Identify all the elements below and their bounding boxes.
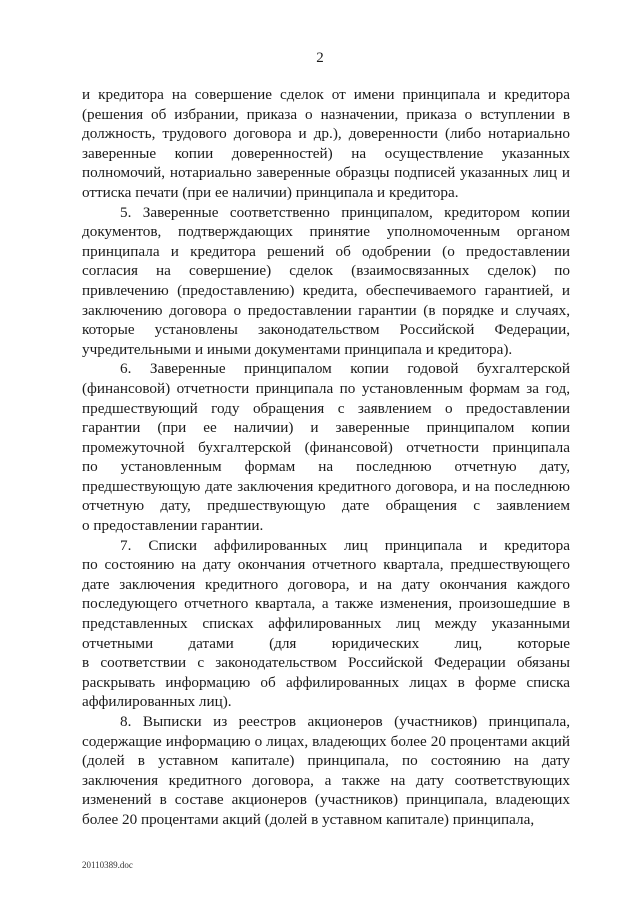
- text-line: 6. Заверенные принципалом копии годовой бухгалтерской: [120, 360, 570, 378]
- text-line: 8. Выписки из реестров акционеров (участников) принципала,: [120, 713, 570, 730]
- text-line: оттиска печати (при ее наличии) принципала и кредитора.: [82, 183, 459, 201]
- text-line: по состоянию на дату окончания отчетного квартала, предшествующего: [82, 556, 570, 574]
- text-line: заверенные копии доверенностей) на осуществление указанных: [82, 144, 570, 162]
- text-line: отчетную дату, предшествующую дате обращения с заявлением: [82, 497, 570, 515]
- file-name-footer: 20110389.doc: [82, 860, 133, 870]
- text-line: по установленным формам на последнюю отчетную дату,: [82, 458, 570, 476]
- text-line: предшествующую дате заключения кредитного договора, и на последнюю: [82, 477, 570, 495]
- text-line: согласия на совершение) сделок (взаимосвязанных сделок) по: [82, 262, 570, 280]
- text-line: и кредитора на совершение сделок от имени принципала и кредитора: [82, 86, 570, 103]
- text-line: промежуточной бухгалтерской (финансовой) отчетности принципала: [82, 438, 570, 456]
- text-line: документов, подтверждающих принятие уполномоченным органом: [82, 223, 570, 241]
- text-line: 7. Списки аффилированных лиц принципала и кредитора: [120, 536, 570, 554]
- text-line: (долей в уставном капитале) принципала, по состоянию на дату: [82, 752, 570, 770]
- text-line: (решения об избрании, приказа о назначении, приказа о вступлении в: [82, 105, 570, 123]
- text-line: раскрывать информацию об аффилированных лицах в форме списка: [82, 673, 570, 691]
- paragraph: [82, 359, 570, 535]
- text-line: заключения кредитного договора, а также на дату соответствующих: [82, 771, 570, 789]
- text-line: 5. Заверенные соответственно принципалом, кредитором копии: [120, 203, 570, 221]
- text-line: заключению договора о предоставлении гарантии (в порядке и случаях,: [82, 301, 570, 319]
- text-line: привлечению (предоставлению) кредита, обеспечиваемого гарантией, и: [82, 281, 570, 299]
- document-body: [82, 85, 570, 830]
- text-line: учредительными и иными документами принципала и кредитора).: [82, 340, 513, 358]
- text-line: должность, трудового договора и др.), доверенности (либо нотариально: [82, 125, 570, 143]
- text-line: (финансовой) отчетности принципала по установленным формам за год,: [82, 379, 570, 397]
- text-line: которые установлены законодательством Российской Федерации,: [82, 321, 570, 339]
- text-line: более 20 процентами акций (долей в уставном капитале) принципала,: [82, 810, 535, 828]
- page-number: 2: [316, 50, 324, 66]
- text-line: представленных списках аффилированных лиц между указанными: [82, 615, 570, 633]
- text-line: дате заключения кредитного договора, и на дату окончания каждого: [82, 575, 570, 593]
- paragraph: [82, 85, 570, 203]
- text-line: полномочий, нотариально заверенные образцы подписей указанных лиц и: [82, 164, 570, 182]
- text-line: в соответствии с законодательством Российской Федерации обязаны: [82, 654, 570, 672]
- paragraph: [82, 712, 570, 830]
- text-line: гарантии (при ее наличии) и заверенные принципалом копии: [82, 419, 570, 437]
- text-line: предшествующий году обращения с заявлением о предоставлении: [82, 399, 570, 417]
- text-line: последующего отчетного квартала, а также изменения, произошедшие в: [82, 595, 570, 613]
- text-line: о предоставлении гарантии.: [82, 517, 264, 535]
- paragraph: [82, 536, 570, 712]
- text-line: содержащие информацию о лицах, владеющих более 20 процентами акций: [82, 732, 570, 750]
- text-line: отчетными датами (для юридических лиц, которые: [82, 634, 570, 652]
- paragraph: [82, 203, 570, 360]
- text-line: изменений в составе акционеров (участников) принципала, владеющих: [82, 791, 570, 809]
- text-line: принципала и кредитора решений об одобрении (о предоставлении: [82, 242, 570, 260]
- text-line: аффилированных лиц).: [82, 693, 232, 711]
